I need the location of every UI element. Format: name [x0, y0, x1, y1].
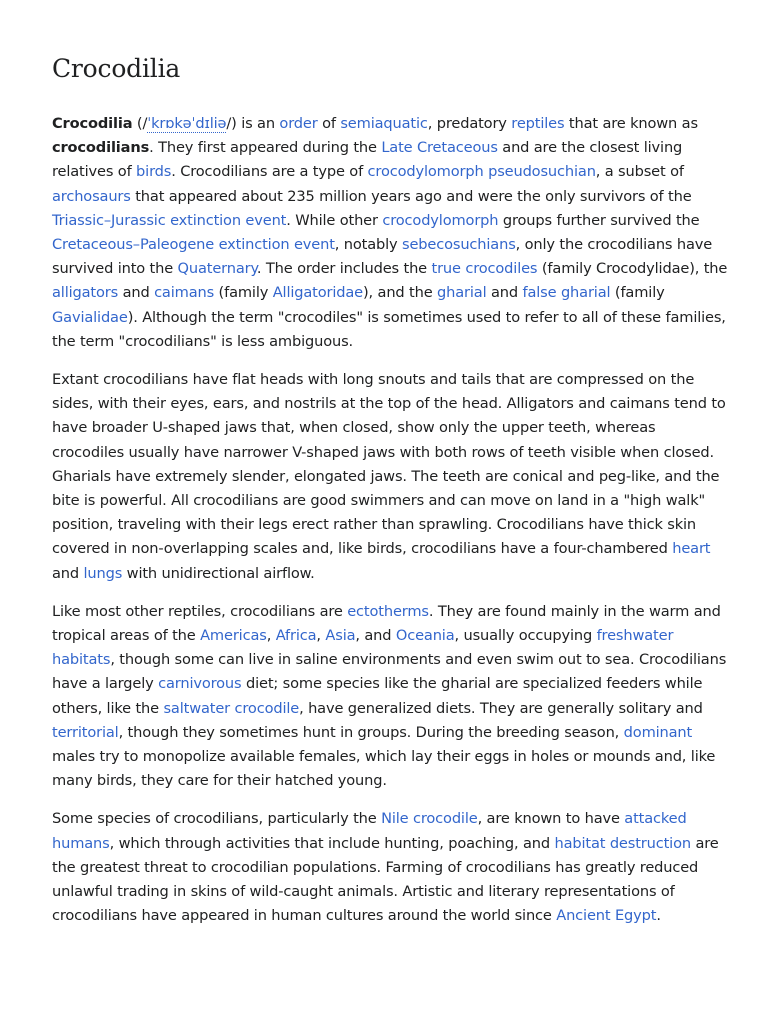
text-run: , have generalized diets. They are generally solitary and: [299, 699, 703, 717]
text-run: (/: [132, 115, 148, 132]
wiki-link[interactable]: caimans: [154, 284, 215, 302]
text-run: that appeared about 235 million years ago and were the only survivors of the: [130, 187, 692, 205]
wiki-link[interactable]: Alligatoridae: [272, 284, 364, 302]
text-run: . They first appeared during the: [149, 139, 382, 157]
bold-term: crocodilians: [52, 139, 150, 157]
wiki-link[interactable]: ectotherms: [347, 602, 429, 620]
text-run: and: [52, 564, 84, 582]
text-run: , only the crocodilians have survived into the: [52, 236, 713, 278]
wiki-link[interactable]: carnivorous: [158, 675, 242, 693]
text-run: (family: [214, 284, 273, 302]
wiki-link[interactable]: alligators: [52, 284, 119, 302]
text-run: . The order includes the: [256, 260, 432, 278]
wiki-link[interactable]: gharial: [437, 284, 487, 302]
text-run: , though they sometimes hunt in groups. During the breeding season,: [118, 723, 624, 741]
text-run: ), and the: [363, 284, 438, 302]
text-run: . While other: [286, 211, 383, 229]
text-run: and: [118, 284, 155, 302]
wiki-link[interactable]: habitat destruction: [554, 834, 691, 852]
text-run: are the greatest threat to crocodilian populations. Farming of crocodilians has greatly reduced unlawful trading in skins of wild-caught animals. Artistic and literary representations of crocodilians have appeared in human cultures around the world since: [52, 834, 719, 925]
article-paragraph: [52, 807, 728, 928]
article-paragraph: [52, 368, 728, 586]
text-run: ). Although the term "crocodiles" is sometimes used to refer to all of these families, the term "crocodilians" is less ambiguous.: [52, 308, 726, 350]
text-run: Like most other reptiles, crocodilians are: [52, 602, 348, 620]
wiki-link[interactable]: Oceania: [395, 627, 455, 645]
pronunciation-ipa[interactable]: ˈkrɒkəˈdɪliə: [147, 115, 227, 132]
wiki-link[interactable]: lungs: [83, 564, 123, 582]
wiki-link[interactable]: saltwater crocodile: [163, 699, 300, 717]
wiki-link[interactable]: dominant: [623, 723, 693, 741]
text-run: ,: [266, 627, 276, 645]
text-run: (family Crocodylidae), the: [537, 260, 728, 278]
wiki-link[interactable]: false gharial: [522, 284, 611, 302]
wiki-link[interactable]: birds: [136, 163, 172, 181]
text-run: with unidirectional airflow.: [122, 564, 315, 582]
wiki-link[interactable]: true crocodiles: [431, 260, 538, 278]
wiki-link[interactable]: Quaternary: [177, 260, 257, 278]
text-run: , are known to have: [477, 810, 625, 828]
wiki-link[interactable]: archosaurs: [52, 187, 131, 205]
wiki-link[interactable]: Asia: [325, 627, 356, 645]
article-body: [52, 112, 728, 929]
article-paragraph: [52, 112, 728, 354]
text-run: .: [656, 907, 661, 925]
wiki-link[interactable]: sebecosuchians: [402, 236, 516, 254]
text-run: , which through activities that include hunting, poaching, and: [109, 834, 555, 852]
wiki-link[interactable]: Triassic–Jurassic extinction event: [52, 211, 287, 229]
wiki-link[interactable]: Cretaceous–Paleogene extinction event: [52, 236, 335, 254]
wiki-link[interactable]: crocodylomorph: [367, 163, 484, 181]
wiki-link[interactable]: order: [279, 115, 318, 132]
bold-term: Crocodilia: [52, 115, 133, 132]
wiki-link[interactable]: Late Cretaceous: [381, 139, 498, 157]
wiki-link[interactable]: Africa: [275, 627, 317, 645]
wiki-link[interactable]: reptiles: [511, 115, 565, 132]
text-run: , predatory: [427, 115, 512, 132]
wiki-link[interactable]: freshwater habitats: [52, 627, 674, 669]
text-run: , a subset of: [595, 163, 684, 181]
text-run: /) is an: [226, 115, 280, 132]
text-run: ,: [316, 627, 326, 645]
text-run: of: [317, 115, 341, 132]
text-run: Some species of crocodilians, particularly the: [52, 810, 382, 828]
text-run: , notably: [334, 236, 402, 254]
text-run: Extant crocodilians have flat heads with long snouts and tails that are compressed on the sides, with their eyes, ears, and nostrils at the top of the head. Alligators and caimans tend to have broader U-shaped jaws that, when closed, show only the upper teeth, whereas crocodiles usually have narrower V-shaped jaws with both rows of teeth visible when closed. Gharials have extremely slender, elongated jaws. The teeth are conical and peg-like, and the bite is powerful. All crocodilians are good swimmers and can move on land in a "high walk" position, traveling with their legs erect rather than sprawling. Crocodilians have thick skin covered in non-overlapping scales and, like birds, crocodilians have a four-chambered: [52, 371, 726, 558]
text-run: , and: [355, 627, 396, 645]
wiki-link[interactable]: Gavialidae: [52, 308, 128, 326]
text-run: diet; some species like the gharial are specialized feeders while others, like the: [52, 675, 703, 717]
wiki-link[interactable]: Americas: [200, 627, 267, 645]
page-title: Crocodilia: [52, 54, 181, 83]
text-run: . Crocodilians are a type of: [171, 163, 368, 181]
wiki-link[interactable]: Ancient Egypt: [556, 907, 657, 925]
text-run: and are the closest living relatives of: [52, 139, 683, 181]
text-run: and: [486, 284, 523, 302]
text-run: that are known as: [564, 115, 698, 132]
wiki-link[interactable]: territorial: [52, 723, 119, 741]
text-run: , usually occupying: [454, 627, 597, 645]
text-run: . They are found mainly in the warm and tropical areas of the: [52, 602, 721, 645]
wiki-link[interactable]: attacked humans: [52, 810, 687, 852]
text-run: males try to monopolize available females, which lay their eggs in holes or mounds and, like many birds, they care for their hatched young.: [52, 748, 716, 790]
wiki-link[interactable]: Nile crocodile: [381, 810, 478, 828]
wiki-link[interactable]: heart: [672, 540, 711, 558]
text-run: groups further survived the: [498, 211, 700, 229]
wiki-link[interactable]: semiaquatic: [340, 115, 428, 132]
wiki-link[interactable]: pseudosuchian: [488, 163, 596, 181]
text-run: (family: [610, 284, 665, 302]
wiki-link[interactable]: crocodylomorph: [382, 211, 499, 229]
text-run: , though some can live in saline environments and even swim out to sea. Crocodilians have a largely: [52, 651, 727, 693]
article-paragraph: [52, 600, 728, 794]
